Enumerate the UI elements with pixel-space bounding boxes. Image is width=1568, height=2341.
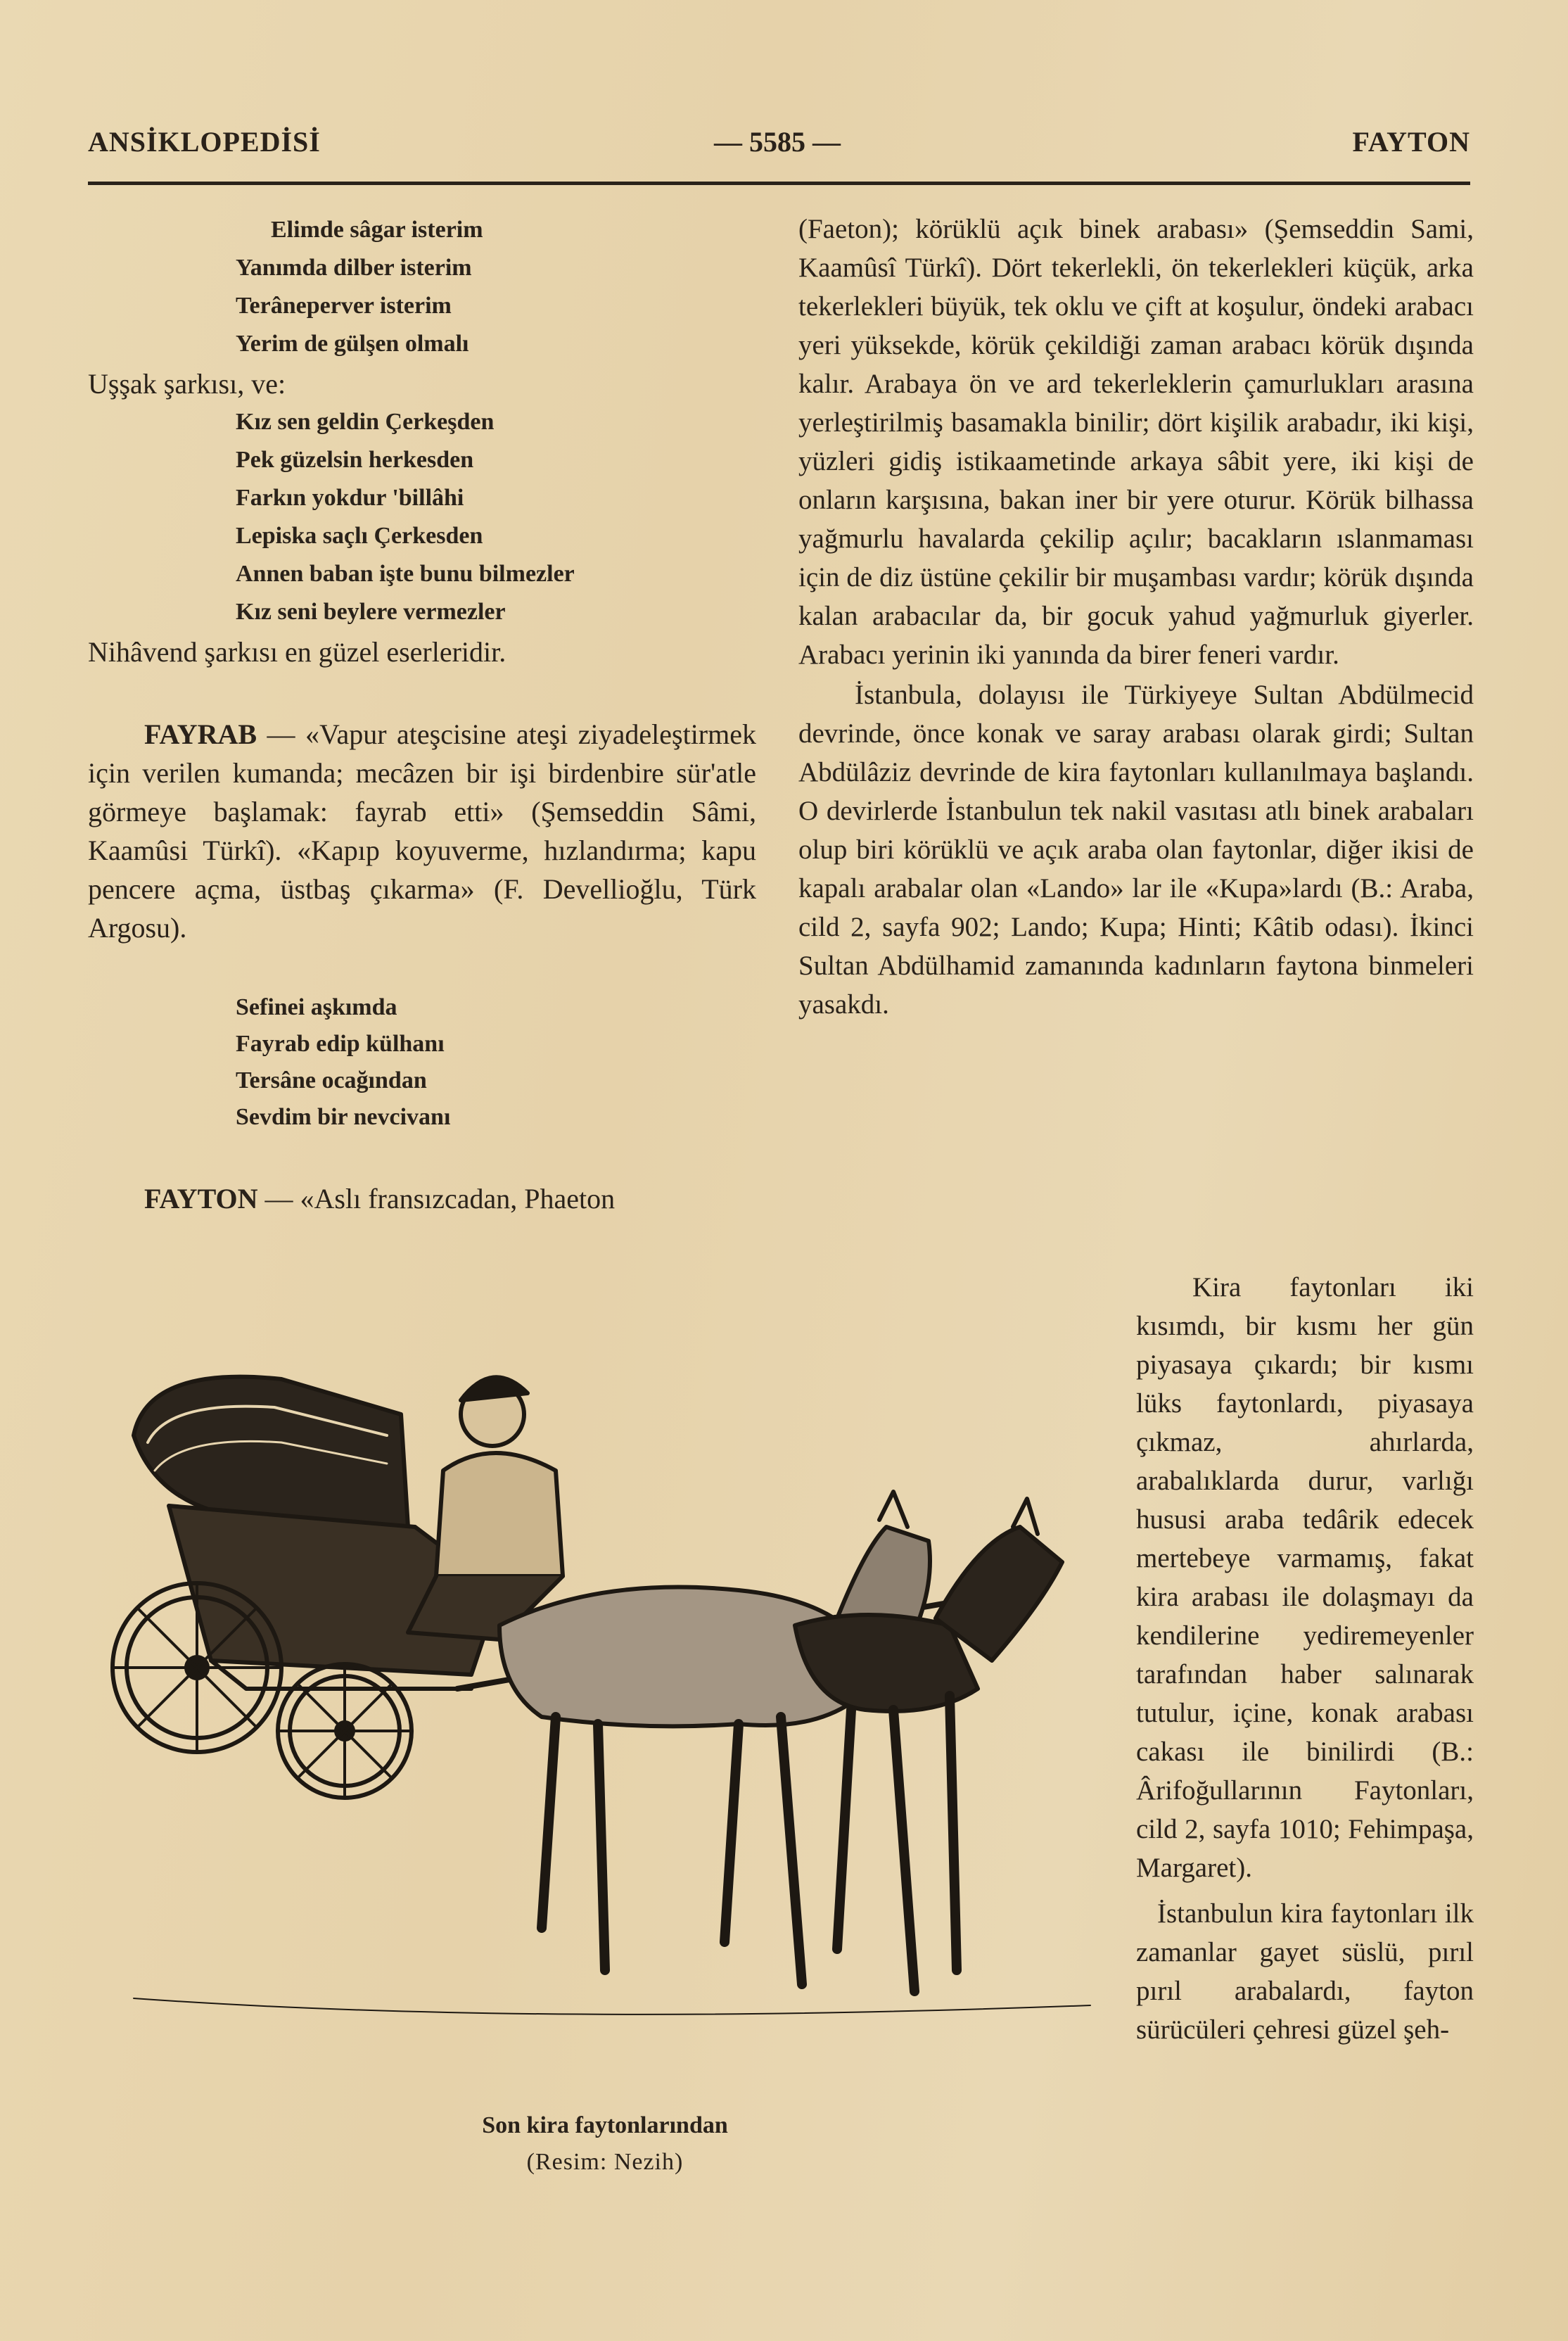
right-column <box>798 210 1474 1024</box>
verse-line: Lepiska saçlı Çerkesden <box>236 523 483 549</box>
page-header <box>88 125 1470 182</box>
entry-term-fayton: FAYTON <box>144 1183 258 1214</box>
paragraph: İstanbula, dolayısı ile Türkiyeye Sultan Abdülmecid devrinde, önce konak ve saray arabası olarak girdi; Sultan Abdülâziz devrinde de kira faytonları kullanılmaya başlandı. O devirlerde İstanbulun tek nakil vasıtası atlı binek arabaları olup biri körüklü ve açık araba olan faytonlar, diğer ikisi de kapalı arabalar olan «Lando» lar ile «Kupa»lardı (B.: Araba, cild 2, sayfa 902; Lando; Kupa; Hinti; Kâtib odası). İkinci Sultan Abdülhamid zamanında kadınların faytona binmeleri yasakdı. <box>798 680 1474 1020</box>
header-entry-title: FAYTON <box>1352 126 1470 158</box>
intro-text: Uşşak şarkısı, ve: <box>88 368 286 400</box>
verse-line: Terâneperver isterim <box>236 293 452 319</box>
verse-line: Elimde sâgar isterim <box>271 217 483 243</box>
verse-line: Tersâne ocağından <box>236 1067 427 1093</box>
phaeton-carriage-illustration <box>106 1295 1111 2097</box>
caption-title: Son kira faytonlarından <box>482 2112 728 2138</box>
narrow-column <box>1136 1268 1474 2049</box>
header-rule <box>88 182 1470 185</box>
verse-line: Annen baban işte bunu bilmezler <box>236 561 575 587</box>
page-number: — 5585 — <box>714 126 841 158</box>
left-column <box>88 211 756 1218</box>
verse-line: Sefinei aşkımda <box>236 994 397 1020</box>
paragraph: (Faeton); körüklü açık binek arabası» (Şemseddin Sami, Kaamûsî Türkî). Dört tekerlekli, ön tekerlekleri küçük, arka tekerlekleri büyük, tek oklu ve çift at koşulur, öndeki arabacı yeri yüksekde, körük çekildiği zaman arabacı körük dışında kalır. Arabaya ön ve ard tekerleklerin çamurlukları arasına yerleştirilmiş basamakla binilir; dört kişilik arabadır, iki kişi, yüzleri gidiş istikaametinde arkaya sâbit yere, iki kişi de onların karşısına, bakan iner bir yere oturur. Körük bilhassa yağmurlu havalarda çekilip açılır; bacakların ıslanmaması için de diz üstüne çekilir bir muşambası vardır; körük dışında kalan arabacılar da, bir gocuk yahud yağmurluk giyerler. Arabacı yerinin iki yanında da birer feneri vardır. <box>798 214 1474 670</box>
verse-block-3 <box>236 989 756 1136</box>
verse-block-2 <box>236 403 756 631</box>
verse-line: Farkın yokdur 'billâhi <box>236 485 464 511</box>
verse-line: Kız sen geldin Çerkeşden <box>236 409 495 435</box>
entry-body-fayton: — «Aslı fransızcadan, Phaeton <box>257 1183 616 1214</box>
outro-text: Nihâvend şarkısı en güzel eserleridir. <box>88 636 506 668</box>
verse-line: Pek güzelsin herkesden <box>236 447 474 473</box>
entry-fayton <box>88 1179 756 1218</box>
entry-body-fayrab: — «Vapur ateşcisine ateşi ziyadeleştirmek için verilen kumanda; mecâzen bir işi birdenbire sür'atle görmeye başlamak: fayrab etti» (Şemseddin Sâmi, Kaamûsi Türkî). «Kapıp koyuverme, hızlandırma; kapu pencere açma, üstbaş çıkarma» (F. Devellioğlu, Türk Argosu). <box>88 718 756 944</box>
verse-line: Yerim de gülşen olmalı <box>236 331 469 357</box>
verse-line: Fayrab edip külhanı <box>236 1031 445 1057</box>
caption-credit: (Resim: Nezih) <box>526 2149 684 2175</box>
paragraph: İstanbulun kira faytonları ilk zamanlar gayet süslü, pırıl pırıl arabalardı, fayton sürücüleri çehresi güzel şeh- <box>1136 1898 1474 2045</box>
entry-fayrab <box>88 715 756 947</box>
paragraph: Kira faytonları iki kısımdı, bir kısmı her gün piyasaya çıkardı; bir kısmı lüks faytonlardı, piyasaya çıkmaz, ahırlarda, arabalıklarda durur, varlığı hususi araba tedârik edecek mertebeye varmamış, fakat kira arabası ile dolaşmayı da kendilerine yediremeyenler tarafından haber salınarak tutulur, içine, konak arabası cakası ile binilirdi (B.: Ârifoğullarının Faytonları, cild 2, sayfa 1010; Fehimpaşa, Margaret). <box>1136 1272 1474 1883</box>
verse-line: Yanımda dilber isterim <box>236 255 472 281</box>
verse-block-1 <box>236 211 756 363</box>
verse-line: Sevdim bir nevcivanı <box>236 1104 451 1130</box>
figure-caption <box>394 2107 816 2181</box>
verse-line: Kız seni beylere vermezler <box>236 599 506 625</box>
header-encyclopedia-title: ANSİKLOPEDİSİ <box>88 126 321 158</box>
entry-term-fayrab: FAYRAB <box>144 718 257 750</box>
